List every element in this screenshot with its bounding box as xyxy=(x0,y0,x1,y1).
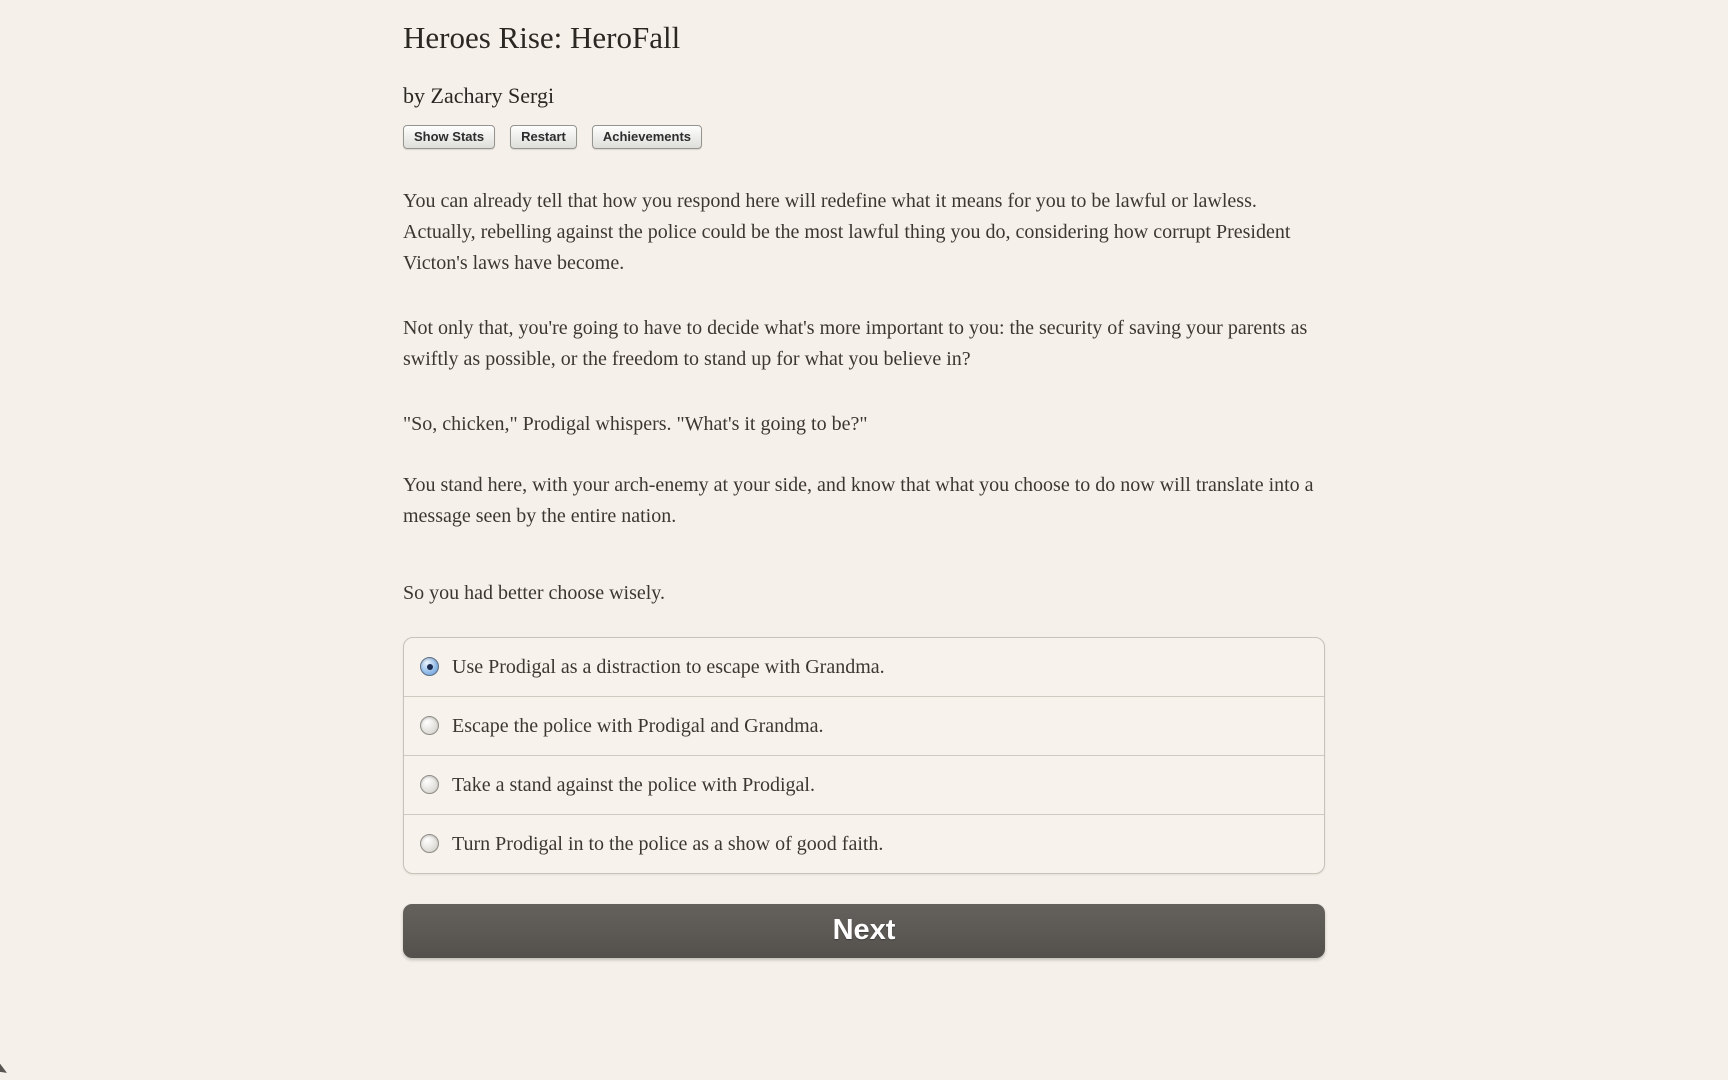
choice-label: Take a stand against the police with Prodigal. xyxy=(452,773,815,796)
story-text xyxy=(403,186,1325,609)
choice-option[interactable] xyxy=(404,755,1324,814)
choice-option[interactable] xyxy=(404,638,1324,696)
radio-button-icon[interactable] xyxy=(420,775,439,794)
radio-button-icon[interactable] xyxy=(420,716,439,735)
story-paragraph: You stand here, with your arch-enemy at your side, and know that what you choose to do now will translate into a message seen by the entire nation. xyxy=(403,473,1314,527)
show-stats-button[interactable]: Show Stats xyxy=(403,125,495,149)
story-paragraph: You can already tell that how you respond here will redefine what it means for you to be lawful or lawless. Actually, rebelling against the police could be the most lawful thing you do, considering how corrupt President Victon's laws have become. xyxy=(403,189,1291,274)
story-page xyxy=(403,0,1325,958)
radio-button-icon[interactable] xyxy=(420,657,439,676)
choice-option[interactable] xyxy=(404,696,1324,755)
byline: by Zachary Sergi xyxy=(403,82,555,108)
page-title: Heroes Rise: HeroFall xyxy=(403,20,681,55)
radio-button-icon[interactable] xyxy=(420,834,439,853)
choice-label: Use Prodigal as a distraction to escape with Grandma. xyxy=(452,655,885,678)
story-paragraph: "So, chicken," Prodigal whispers. "What's it going to be?" xyxy=(403,412,868,435)
choice-label: Turn Prodigal in to the police as a show of good faith. xyxy=(452,832,884,855)
screen-corner-artifact xyxy=(0,1057,9,1073)
choice-list xyxy=(403,637,1325,874)
toolbar xyxy=(403,125,1325,149)
choice-option[interactable] xyxy=(404,814,1324,873)
achievements-button[interactable]: Achievements xyxy=(592,125,702,149)
choice-label: Escape the police with Prodigal and Grandma. xyxy=(452,714,824,737)
story-paragraph: Not only that, you're going to have to decide what's more important to you: the security of saving your parents as swiftly as possible, or the freedom to stand up for what you believe in? xyxy=(403,316,1308,370)
next-button[interactable]: Next xyxy=(403,904,1325,958)
restart-button[interactable]: Restart xyxy=(510,125,577,149)
story-paragraph: So you had better choose wisely. xyxy=(403,581,665,604)
